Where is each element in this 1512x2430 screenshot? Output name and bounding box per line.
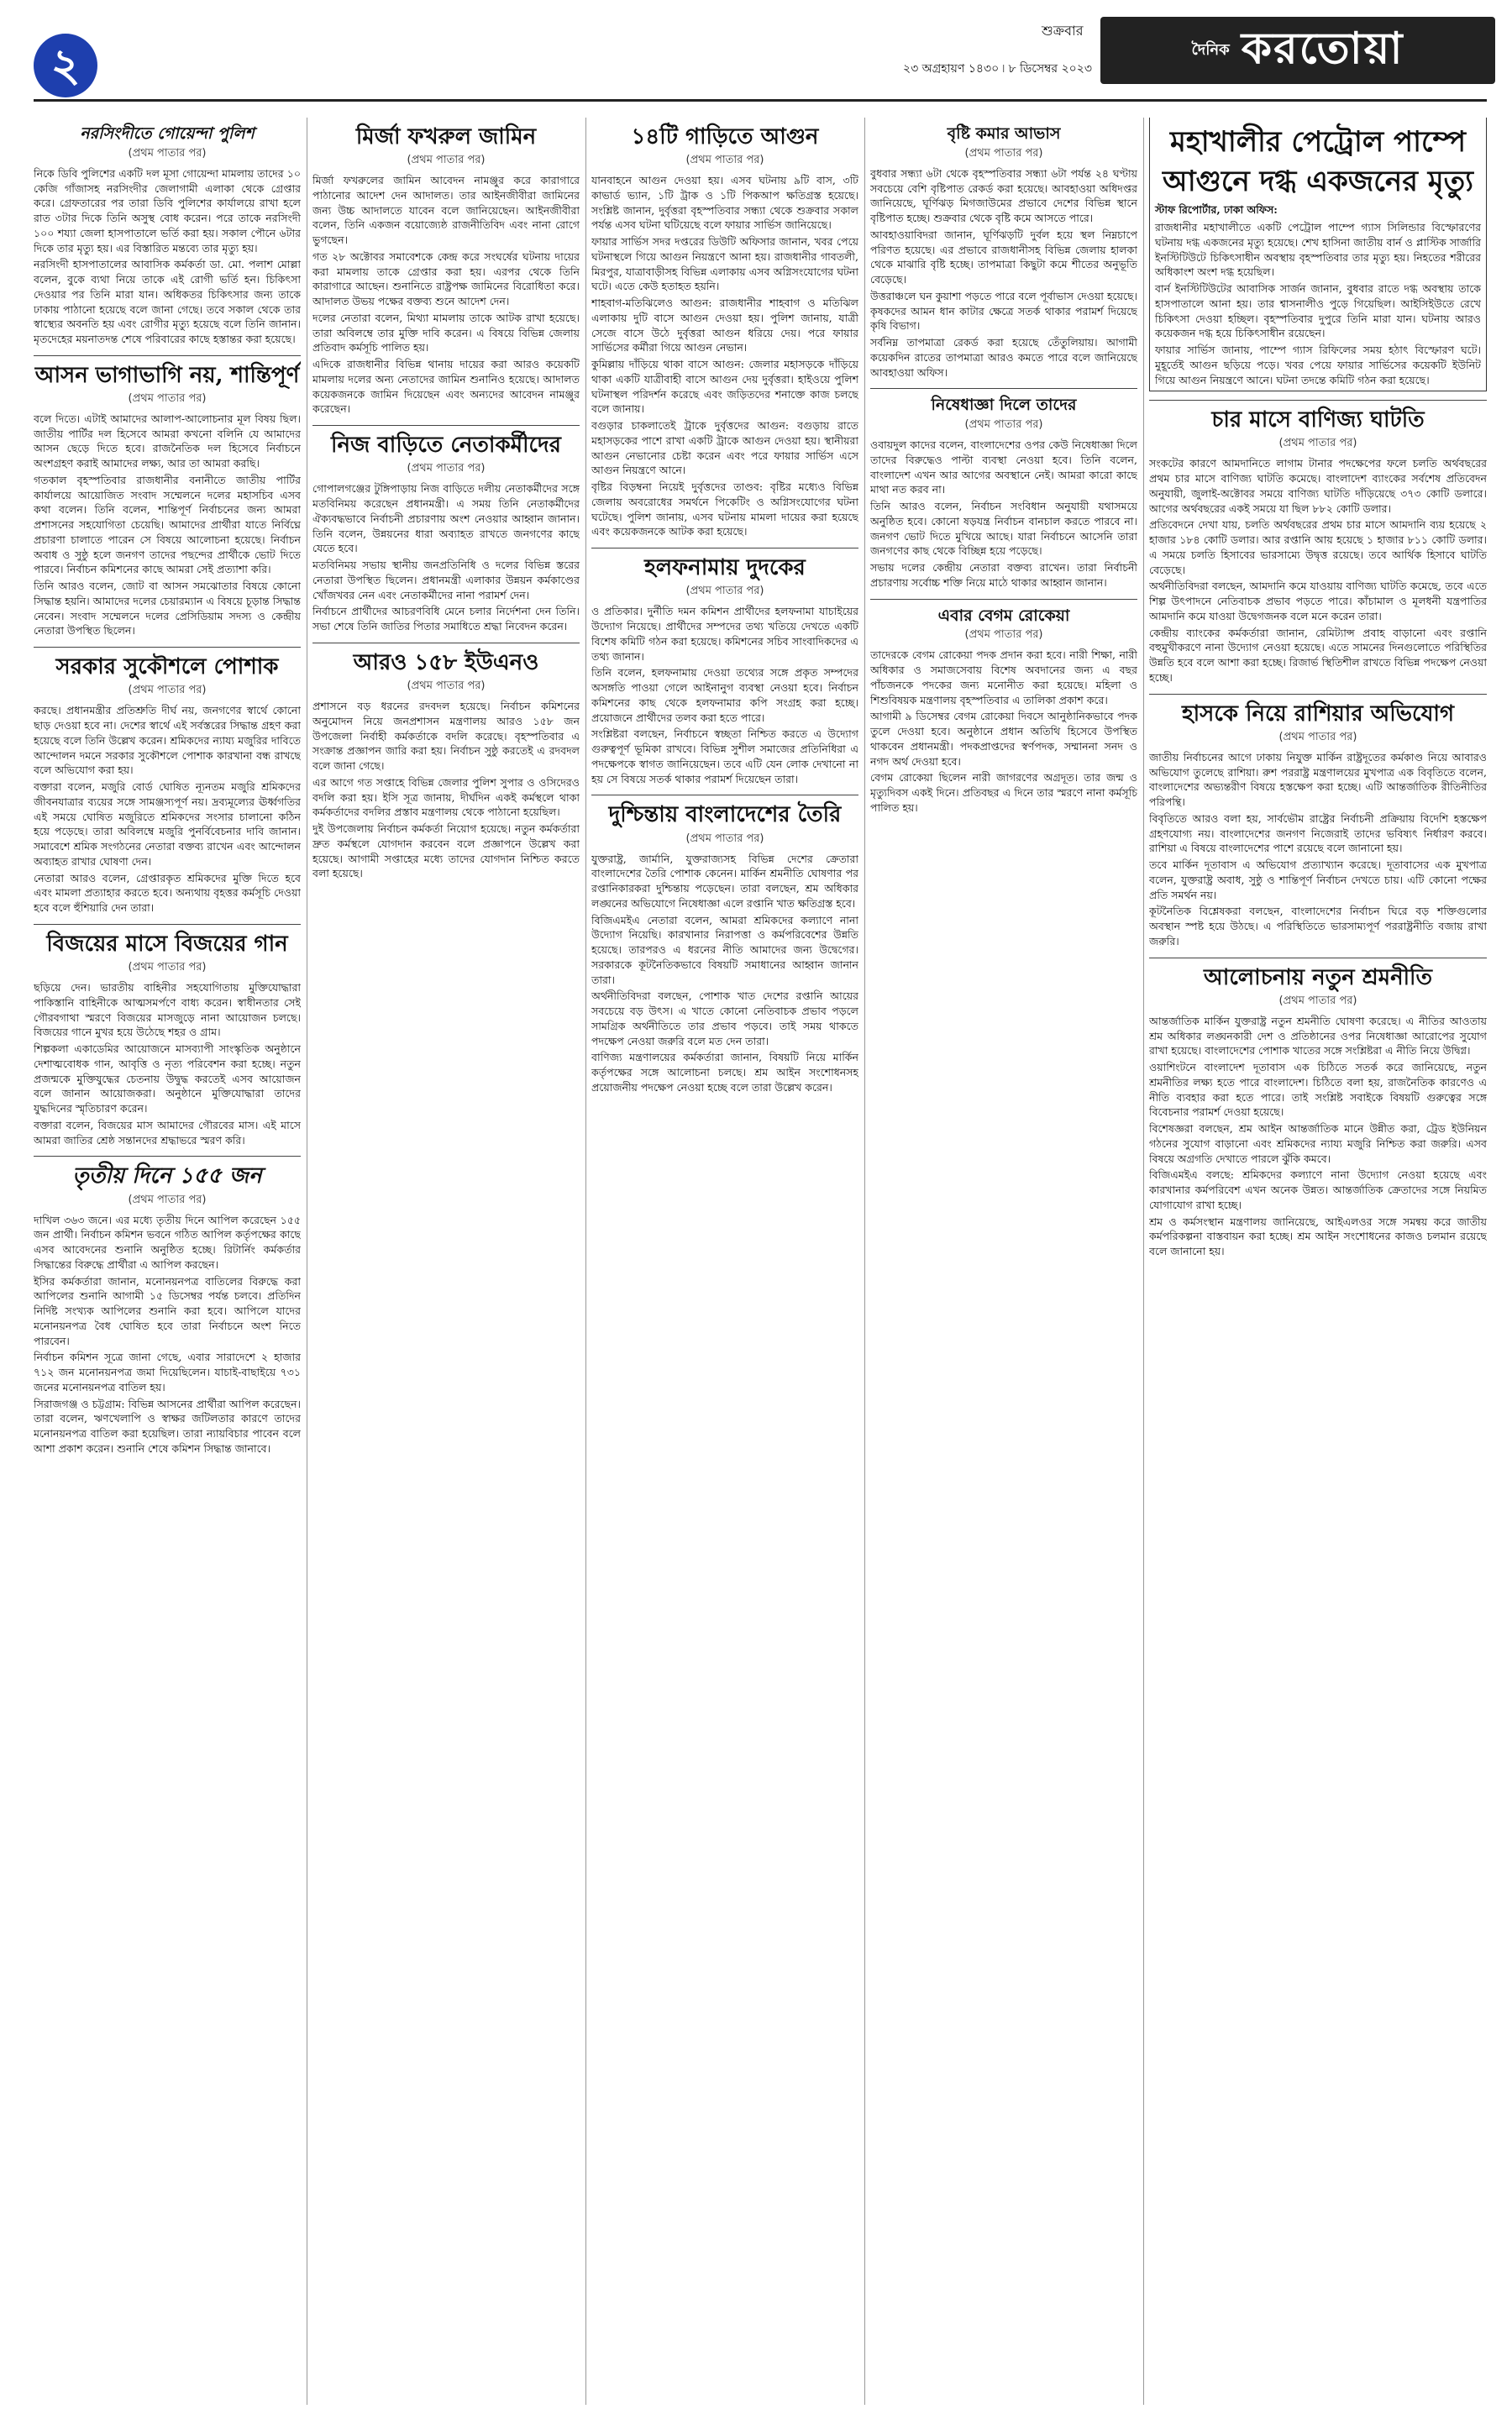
- article-paragraph: সর্বনিম্ন তাপমাত্রা রেকর্ড করা হয়েছে তেঁতুলিয়ায়। আগামী কয়েকদিন রাতের তাপমাত্রা আরও কমতে পারে বলে জানিয়েছে আবহাওয়া অফিস।: [870, 336, 1137, 379]
- continued-label: (প্রথম পাতার পর): [685, 585, 764, 598]
- article-headline: হলফনামায় দুদকের: [644, 555, 806, 581]
- column-divider: [585, 118, 586, 2405]
- continued-label: (প্রথম পাতার পর): [1278, 994, 1357, 1007]
- article-banijya-ghatti: [1149, 400, 1487, 685]
- article-paragraph: তিনি আরও বলেন, নির্বাচন সংবিধান অনুযায়ী যথাসময়ে অনুষ্ঠিত হবে। কোনো ষড়যন্ত্র নির্বাচন বানচাল করতে পারবে না। জনগণ ভোট দিতে মুখিয়ে আছে। যারা নির্বাচনে আসেনি তারা জনগণের কাছ থেকে বিচ্ছিন্ন হয়ে পড়েছে।: [870, 500, 1137, 558]
- article-headline: বৃষ্টি কমার আভাস: [947, 124, 1061, 143]
- weekday: শুক্রবার: [1042, 23, 1084, 39]
- article-paragraph: গতকাল বৃহস্পতিবার রাজধানীর বনানীতে জাতীয় পার্টির কার্যালয়ে আয়োজিত সংবাদ সম্মেলনে দলের মহাসচিব এসব কথা বলেন। তিনি বলেন, শান্তিপূর্ণ নির্বাচনের জন্য আমরা প্রশাসনের সহযোগিতা চেয়েছি। আমাদের প্রার্থীরা যাতে নির্বিঘ্নে প্রচারণা চালাতে পারেন সে বিষয়ে আলোচনা হয়েছে। নির্বাচন অবাধ ও সুষ্ঠু হলে জনগণ তাদের পছন্দের প্রার্থীকে ভোট দিতে পারবে। নির্বাচন কমিশনের কাছে আমরা সেই প্রত্যাশা করি।: [34, 473, 301, 576]
- page-number: ২: [34, 34, 97, 97]
- article-paragraph: এদিকে রাজধানীর বিভিন্ন থানায় দায়ের করা আরও কয়েকটি মামলায় দলের অন্য নেতাদের জামিন শুনানিও হয়েছে। আদালত কয়েকজনকে জামিন দিয়েছেন এবং অন্যদের আবেদন নামঞ্জুর করেছেন।: [312, 358, 580, 416]
- column-divider: [1143, 118, 1144, 2405]
- continued-label: (প্রথম পাতার পর): [407, 462, 486, 475]
- article-paragraph: যুক্তরাষ্ট্র, জার্মানি, যুক্তরাজ্যসহ বিভিন্ন দেশের ক্রেতারা বাংলাদেশের তৈরি পোশাক কেনেন। মার্কিন শ্রমনীতি ঘোষণার পর রপ্তানিকারকরা দুশ্চিন্তায় পড়েছেন। তারা বলছেন, শ্রম অধিকার লঙ্ঘনের অভিযোগে নিষেধাজ্ঞা এলে রপ্তানি খাত ক্ষতিগ্রস্ত হবে।: [591, 852, 858, 910]
- continued-label: (প্রথম পাতার পর): [1278, 730, 1357, 743]
- article-paragraph: আন্তর্জাতিক মার্কিন যুক্তরাষ্ট্র নতুন শ্রমনীতি ঘোষণা করেছে। এ নীতির আওতায় শ্রম অধিকার লঙ্ঘনকারী দেশ ও প্রতিষ্ঠানের ওপর নিষেধাজ্ঞা আরোপের সুযোগ রাখা হয়েছে। বাংলাদেশের পোশাক খাতের সঙ্গে সংশ্লিষ্টরা এ নীতি নিয়ে উদ্বিগ্ন।: [1149, 1014, 1487, 1058]
- article-paragraph: প্রতিবেদনে দেখা যায়, চলতি অর্থবছরের প্রথম চার মাসে আমদানি ব্যয় হয়েছে ২ হাজার ১৮৪ কোটি ডলার। আর রপ্তানি আয় হয়েছে ১ হাজার ৮১১ কোটি ডলার। এ সময়ে চলতি হিসাবের ভারসাম্যে উদ্বৃত্ত রয়েছে। তবে আর্থিক হিসাবে ঘাটতি বেড়েছে।: [1149, 518, 1487, 576]
- article-paragraph: শিল্পকলা একাডেমির আয়োজনে মাসব্যাপী সাংস্কৃতিক অনুষ্ঠানে দেশাত্মবোধক গান, আবৃত্তি ও নৃত্য পরিবেশন করা হচ্ছে। নতুন প্রজন্মকে মুক্তিযুদ্ধের চেতনায় উদ্বুদ্ধ করতেই এসব আয়োজন বলে জানান আয়োজকরা। অনুষ্ঠানে মুক্তিযোদ্ধারা তাদের যুদ্ধদিনের স্মৃতিচারণ করেন।: [34, 1042, 301, 1115]
- article-paragraph: অর্থনীতিবিদরা বলছেন, আমদানি কমে যাওয়ায় বাণিজ্য ঘাটতি কমেছে, তবে এতে শিল্প উৎপাদনে নেতিবাচক প্রভাব পড়তে পারে। কাঁচামাল ও মূলধনী যন্ত্রপাতির আমদানি কমে যাওয়া উদ্বেগজনক বলে মনে করেন তারা।: [1149, 580, 1487, 622]
- article-paragraph: ওয়াশিংটনে বাংলাদেশ দূতাবাস এক চিঠিতে সতর্ক করে জানিয়েছে, নতুন শ্রমনীতির লক্ষ্য হতে পারে বাংলাদেশ। চিঠিতে বলা হয়, রাজনৈতিক কারণেও এ নীতি ব্যবহার করা হতে পারে। তাই সংশ্লিষ্ট সবাইকে বিষয়টি গুরুত্বের সঙ্গে বিবেচনার পরামর্শ দেওয়া হয়েছে।: [1149, 1061, 1487, 1119]
- article-paragraph: বেগম রোকেয়া ছিলেন নারী জাগরণের অগ্রদূত। তার জন্ম ও মৃত্যুদিবস একই দিনে। প্রতিবছর এ দিনে তার স্মরণে নানা কর্মসূচি পালিত হয়।: [870, 771, 1137, 814]
- masthead-rule: [34, 99, 1487, 102]
- article-paragraph: করছে। প্রধানমন্ত্রীর প্রতিশ্রুতি দীর্ঘ নয়, জনগণের স্বার্থে কোনো ছাড় দেওয়া হবে না। দেশের স্বার্থে এই সর্বস্তরের সিদ্ধান্ত গ্রহণ করা হয়েছে বলে তিনি উল্লেখ করেন। শ্রমিকদের ন্যায্য মজুরির দাবিতে আন্দোলন দমনে সরকার সুকৌশলে পোশাক কারখানা বন্ধ রাখছে বলে অভিযোগ করা হয়।: [34, 704, 301, 777]
- article-paragraph: ফায়ার সার্ভিস সদর দপ্তরের ডিউটি অফিসার জানান, খবর পেয়ে ঘটনাস্থলে গিয়ে আগুন নিয়ন্ত্রণে আনা হয়। রাজধানীর গাবতলী, মিরপুর, যাত্রাবাড়ীসহ বিভিন্ন এলাকায় এসব অগ্নিসংযোগের ঘটনা ঘটে। এতে কেউ হতাহত হয়নি।: [591, 235, 858, 293]
- continued-label: (প্রথম পাতার পর): [407, 154, 486, 167]
- newspaper-logo: [1100, 17, 1495, 84]
- article-paragraph: যানবাহনে আগুন দেওয়া হয়। এসব ঘটনায় ৯টি বাস, ৩টি কাভার্ড ভ্যান, ১টি ট্রাক ও ১টি পিকআপ ক্ষতিগ্রস্ত হয়েছে। সংশ্লিষ্ট জানান, দুর্বৃত্তরা বৃহস্পতিবার সন্ধ্যা থেকে শুক্রবার সকাল পর্যন্ত এসব ঘটনা ঘটিয়েছে বলে ফায়ার সার্ভিস জানিয়েছে।: [591, 174, 858, 232]
- article-paragraph: গত ২৮ অক্টোবর সমাবেশকে কেন্দ্র করে সংঘর্ষের ঘটনায় দায়ের করা মামলায় তাকে গ্রেপ্তার করা হয়। এরপর থেকে তিনি কারাগারে আছেন। শুনানিতে রাষ্ট্রপক্ষ জামিনের বিরোধিতা করে। আদালত উভয় পক্ষের বক্তব্য শুনে আদেশ দেন।: [312, 249, 580, 308]
- article-paragraph: কুমিল্লায় দাঁড়িয়ে থাকা বাসে আগুন: জেলার মহাসড়কে দাঁড়িয়ে থাকা একটি যাত্রীবাহী বাসে আগুন দেয় দুর্বৃত্তরা। হাইওয়ে পুলিশ ঘটনাস্থল পরিদর্শন করেছে এবং জড়িতদের শনাক্তে কাজ চলছে বলে জানায়।: [591, 358, 858, 416]
- article-paragraph: রাজধানীর মহাখালীতে একটি পেট্রোল পাম্পে গ্যাস সিলিন্ডার বিস্ফোরণের ঘটনায় দগ্ধ একজনের মৃত্যু হয়েছে। শেখ হাসিনা জাতীয় বার্ন ও প্লাস্টিক সার্জারি ইনস্টিটিউটে চিকিৎসাধীন অবস্থায় বৃহস্পতিবার তার মৃত্যু হয়। নিহতের শরীরের অধিকাংশ অংশ দগ্ধ হয়েছিল।: [1155, 221, 1481, 279]
- article-paragraph: ছড়িয়ে দেন। ভারতীয় বাহিনীর সহযোগিতায় মুক্তিযোদ্ধারা পাকিস্তানি বাহিনীকে আত্মসমর্পণে বাধ্য করেন। স্বাধীনতার সেই গৌরবগাথা স্মরণে বিজয়ের মাসজুড়ে নানা আয়োজন চলছে। বিজয়ের গানে মুখর হয়ে উঠেছে শহর ও গ্রাম।: [34, 981, 301, 1039]
- article-paragraph: বাণিজ্য মন্ত্রণালয়ের কর্মকর্তারা জানান, বিষয়টি নিয়ে মার্কিন কর্তৃপক্ষের সঙ্গে আলোচনা চলছে। শ্রম আইন সংশোধনসহ প্রয়োজনীয় পদক্ষেপ নেওয়া হচ্ছে বলে তারা উল্লেখ করেন।: [591, 1051, 858, 1094]
- article-paragraph: বগুড়ার চাকলাতেই ট্রাকে দুর্বৃত্তদের আগুন: বগুড়ায় রাতে মহাসড়কের পাশে রাখা একটি ট্রাকে আগুন দেওয়া হয়। স্থানীয়রা আগুন নেভানোর চেষ্টা করেন এবং পরে ফায়ার সার্ভিস এসে আগুন নিয়ন্ত্রণে আনে।: [591, 419, 858, 477]
- article-paragraph: প্রশাসনে বড় ধরনের রদবদল হয়েছে। নির্বাচন কমিশনের অনুমোদন নিয়ে জনপ্রশাসন মন্ত্রণালয় আরও ১৫৮ জন উপজেলা নির্বাহী কর্মকর্তাকে বদলি করেছে। বৃহস্পতিবার এ সংক্রান্ত প্রজ্ঞাপন জারি করা হয়। নির্বাচন সুষ্ঠু করতেই এ রদবদল বলে জানা গেছে।: [312, 700, 580, 773]
- article-paragraph: শাহবাগ-মতিঝিলেও আগুন: রাজধানীর শাহবাগ ও মতিঝিল এলাকায় দুটি বাসে আগুন দেওয়া হয়। পুলিশ জানায়, যাত্রী সেজে বাসে উঠে দুর্বৃত্তরা আগুন ধরিয়ে দেয়। পরে ফায়ার সার্ভিসের কর্মীরা গিয়ে আগুন নেভান।: [591, 297, 858, 354]
- logo-prefix: দৈনিক: [1191, 40, 1230, 59]
- article-headline: আরও ১৫৮ ইউএনও: [353, 649, 539, 675]
- continued-label: (প্রথম পাতার পর): [128, 684, 207, 697]
- article-headline: নিজ বাড়িতে নেতাকর্মীদের: [331, 433, 561, 459]
- article-tritiyo-dine: [34, 1156, 301, 1456]
- article-paragraph: বিবৃতিতে আরও বলা হয়, সার্বভৌম রাষ্ট্রের নির্বাচনী প্রক্রিয়ায় বিদেশি হস্তক্ষেপ গ্রহণযোগ্য নয়। বাংলাদেশের জনগণ নিজেরাই তাদের ভবিষ্যৎ নির্ধারণ করবে। রাশিয়া এ বিষয়ে বাংলাদেশের পাশে রয়েছে বলে জানানো হয়।: [1149, 811, 1487, 855]
- article-headline: চার মাসে বাণিজ্য ঘাটতি: [1211, 407, 1425, 433]
- article-paragraph: অর্থনীতিবিদরা বলছেন, পোশাক খাত দেশের রপ্তানি আয়ের সবচেয়ে বড় উৎস। এ খাতে কোনো নেতিবাচক প্রভাব পড়লে সামগ্রিক অর্থনীতিতে তার প্রভাব পড়বে। তাই সময় থাকতে পদক্ষেপ নেওয়া জরুরি বলে মত দেন তারা।: [591, 989, 858, 1047]
- column-divider: [864, 118, 865, 2405]
- article-byline: স্টাফ রিপোর্টার, ঢাকা অফিস:: [1155, 203, 1278, 216]
- column-5: [1149, 118, 1487, 2405]
- article-paragraph: কেন্দ্রীয় ব্যাংকের কর্মকর্তারা জানান, রেমিট্যান্স প্রবাহ বাড়ানো এবং রপ্তানি বহুমুখীকরণে নানা উদ্যোগ নেওয়া হয়েছে। এতে সামনের দিনগুলোতে পরিস্থিতির উন্নতি হবে বলে আশা করা হচ্ছে। রিজার্ভ স্থিতিশীল রাখতে বিভিন্ন পদক্ষেপ নেওয়া হচ্ছে।: [1149, 626, 1487, 684]
- continued-label: (প্রথম পাতার পর): [128, 1193, 207, 1206]
- article-paragraph: সংশ্লিষ্টরা বলছেন, নির্বাচনে স্বচ্ছতা নিশ্চিত করতে এ উদ্যোগ গুরুত্বপূর্ণ ভূমিকা রাখবে। বিভিন্ন সুশীল সমাজের প্রতিনিধিরা এ পদক্ষেপকে স্বাগত জানিয়েছেন। তবে এটি যেন লোক দেখানো না হয় সে বিষয়ে সতর্ক থাকার পরামর্শ দিয়েছেন তারা।: [591, 727, 858, 785]
- continued-label: (প্রথম পাতার পর): [685, 832, 764, 845]
- article-paragraph: বলে দিতে। এটাই আমাদের আলাপ-আলোচনার মূল বিষয় ছিল। জাতীয় পার্টির দল হিসেবে আমরা কখনো বলিনি যে আমাদের আসন ছেড়ে দিতে হবে। রাজনৈতিক দল হিসেবে নির্বাচনে অংশগ্রহণ করাই আমাদের লক্ষ্য, আর তা আমরা করছি।: [34, 412, 301, 470]
- article-paragraph: নির্বাচনে প্রার্থীদের আচরণবিধি মেনে চলার নির্দেশনা দেন তিনি। সভা শেষে তিনি জাতির পিতার সমাধিতে শ্রদ্ধা নিবেদন করেন।: [312, 605, 580, 633]
- article-headline: নরসিংদীতে গোয়েন্দা পুলিশ: [80, 124, 255, 143]
- article-paragraph: সংকটের কারণে আমদানিতে লাগাম টানার পদক্ষেপের ফলে চলতি অর্থবছরের প্রথম চার মাসে বাণিজ্য ঘাটতি কমেছে। বাংলাদেশ ব্যাংকের সর্বশেষ প্রতিবেদন অনুযায়ী, জুলাই-অক্টোবর সময়ে বাণিজ্য ঘাটতি দাঁড়িয়েছে ৩৭৩ কোটি ডলারে। আগের অর্থবছরের একই সময়ে যা ছিল ৮৮২ কোটি ডলার।: [1149, 457, 1487, 515]
- article-mohakhali-fire: [1149, 118, 1487, 391]
- article-paragraph: জাতীয় নির্বাচনের আগে ঢাকায় নিযুক্ত মার্কিন রাষ্ট্রদূতের কর্মকাণ্ড নিয়ে আবারও অভিযোগ তুলেছে রাশিয়া। রুশ পররাষ্ট্র মন্ত্রণালয়ের মুখপাত্র এক বিবৃতিতে বলেন, বাংলাদেশের অভ্যন্তরীণ বিষয়ে হস্তক্ষেপ করা হচ্ছে। এটি আন্তর্জাতিক রীতিনীতির পরিপন্থি।: [1149, 750, 1487, 809]
- article-paragraph: তিনি বলেন, হলফনামায় দেওয়া তথ্যের সঙ্গে প্রকৃত সম্পদের অসঙ্গতি পাওয়া গেলে আইনানুগ ব্যবস্থা নেওয়া হবে। নির্বাচন কমিশনের কাছ থেকে হলফনামার কপি সংগ্রহ করা হচ্ছে। প্রয়োজনে প্রার্থীদের তলব করা হতে পারে।: [591, 666, 858, 724]
- continued-label: (প্রথম পাতার পর): [128, 146, 207, 160]
- article-paragraph: ও প্রতিকার। দুর্নীতি দমন কমিশন প্রার্থীদের হলফনামা যাচাইয়ের উদ্যোগ নিয়েছে। প্রার্থীদের সম্পদের তথ্য খতিয়ে দেখতে একটি বিশেষ কমিটি গঠন করা হয়েছে। কমিশনের সচিব সাংবাদিকদের এ তথ্য জানান।: [591, 605, 858, 663]
- masthead: [0, 0, 1512, 118]
- article-headline: বিজয়ের মাসে বিজয়ের গান: [46, 931, 288, 957]
- continued-label: (প্রথম পাতার পর): [128, 391, 207, 405]
- article-paragraph: কূটনৈতিক বিশ্লেষকরা বলছেন, বাংলাদেশের নির্বাচন ঘিরে বড় শক্তিগুলোর অবস্থান স্পষ্ট হয়ে উঠছে। এ পরিস্থিতিতে ভারসাম্যপূর্ণ পররাষ্ট্রনীতি বজায় রাখা জরুরি।: [1149, 905, 1487, 947]
- article-paragraph: উত্তরাঞ্চলে ঘন কুয়াশা পড়তে পারে বলে পূর্বাভাস দেওয়া হয়েছে। কৃষকদের আমন ধান কাটার ক্ষেত্রে সতর্ক থাকার পরামর্শ দিয়েছে কৃষি বিভাগ।: [870, 289, 1137, 333]
- article-goenda-police: [34, 118, 301, 347]
- article-paragraph: দলের নেতারা বলেন, মিথ্যা মামলায় তাকে আটক রাখা হয়েছে। তারা অবিলম্বে তার মুক্তি দাবি করেন। এ বিষয়ে বিভিন্ন জেলায় প্রতিবাদ কর্মসূচি পালিত হয়।: [312, 311, 580, 354]
- article-paragraph: তিনি আরও বলেন, জোট বা আসন সমঝোতার বিষয়ে কোনো সিদ্ধান্ত হয়নি। আমাদের দলের চেয়ারম্যান এ বিষয়ে চূড়ান্ত সিদ্ধান্ত নেবেন। সংবাদ সম্মেলনে দলের প্রেসিডিয়াম সদস্য ও কেন্দ্রীয় নেতারা উপস্থিত ছিলেন।: [34, 580, 301, 638]
- column-2: [312, 118, 580, 2405]
- article-brishti: [870, 118, 1137, 380]
- article-headline: সরকার সুকৌশলে পোশাক: [55, 654, 279, 680]
- article-paragraph: নরসিংদী হাসপাতালের আবাসিক কর্মকর্তা ডা. মো. পলাশ মোল্লা বলেন, বুকে ব্যথা নিয়ে তাকে এই রোগী ভর্তি হন। চিকিৎসা দেওয়ার পর তিনি মারা যান। অধিকতর চিকিৎসার জন্য তাকে ঢাকায় পাঠানো হয়েছে বলে জানা গেছে। তবে সকাল থেকে তার স্বাস্থ্যের অবনতি হয় এবং রোগীর মৃত্যু হয়েছে বলে তিনি জানান। মৃতদেহের ময়নাতদন্ত শেষে পরিবারের কাছে হস্তান্তর করা হয়েছে।: [34, 258, 301, 346]
- article-paragraph: আগামী ৯ ডিসেম্বর বেগম রোকেয়া দিবসে আনুষ্ঠানিকভাবে পদক তুলে দেওয়া হবে। অনুষ্ঠানে প্রধান অতিথি হিসেবে উপস্থিত থাকবেন প্রধানমন্ত্রী। পদকপ্রাপ্তদের স্বর্ণপদক, সম্মাননা সনদ ও নগদ অর্থ দেওয়া হবে।: [870, 710, 1137, 768]
- continued-label: (প্রথম পাতার পর): [685, 154, 764, 167]
- article-paragraph: নিকে ডিবি পুলিশের একটি দল মূসা গোয়েন্দা মামলায় তাদের ১০ কেজি গাঁজাসহ নরসিংদীর জেলাগামী এলাকা থেকে গ্রেপ্তার করে। গ্রেফতারের পর তারা ডিবি পুলিশের কার্যালয়ে রাখা হলে রাত ৩টার দিকে তিনি অসুস্থ বোধ করেন। পরে তাকে নরসিংদী ১০০ শয্যা জেলা হাসপাতালে ভর্তি করা হয়। সকাল পৌনে ৬টার দিকে তার মৃত্যু হয়। এর বিস্তারিত মন্তব্যে তার মৃত্যু হয়।: [34, 166, 301, 255]
- article-headline: নিষেধাজ্ঞা দিলে তাদের: [931, 396, 1077, 415]
- article-headline: তৃতীয় দিনে ১৫৫ জন: [72, 1163, 262, 1189]
- article-headline: আসন ভাগাভাগি নয়, শান্তিপূর্ণ: [34, 362, 300, 388]
- article-paragraph: নির্বাচন কমিশন সূত্রে জানা গেছে, এবার সারাদেশে ২ হাজার ৭১২ জন মনোনয়নপত্র জমা দিয়েছিলেন। যাচাই-বাছাইয়ে ৭৩১ জনের মনোনয়নপত্র বাতিল হয়।: [34, 1351, 301, 1393]
- article-paragraph: সভায় দলের কেন্দ্রীয় নেতারা বক্তব্য রাখেন। তারা নির্বাচনী প্রচারণায় সর্বোচ্চ শক্তি নিয়ে মাঠে থাকার আহ্বান জানান।: [870, 561, 1137, 589]
- article-paragraph: ওবায়দুল কাদের বলেন, বাংলাদেশের ওপর কেউ নিষেধাজ্ঞা দিলে তাদের বিরুদ্ধেও পাল্টা ব্যবস্থা নেওয়া হবে। তিনি বলেন, বাংলাদেশ এখন আর আগের অবস্থানে নেই। আমরা কারো কাছে মাথা নত করব না।: [870, 438, 1137, 496]
- article-unos: [312, 643, 580, 881]
- article-paragraph: দাখিল ৩৬৩ জনে। এর মধ্যে তৃতীয় দিনে আপিল করেছেন ১৫৫ জন প্রার্থী। নির্বাচন কমিশন ভবনে গঠিত আপিল কর্তৃপক্ষের কাছে এসব আবেদনের শুনানি অনুষ্ঠিত হচ্ছে। রিটার্নিং কর্মকর্তার সিদ্ধান্তের বিরুদ্ধে প্রার্থীরা এ আপিল করছেন।: [34, 1213, 301, 1271]
- article-paragraph: ফায়ার সার্ভিস জানায়, পাম্পে গ্যাস রিফিলের সময় হঠাৎ বিস্ফোরণ ঘটে। মুহূর্তেই আগুন ছড়িয়ে পড়ে। খবর পেয়ে ফায়ার সার্ভিসের কয়েকটি ইউনিট গিয়ে আগুন নিয়ন্ত্রণে আনে। ঘটনা তদন্তে কমিটি গঠন করা হয়েছে।: [1155, 344, 1481, 386]
- continued-label: (প্রথম পাতার পর): [964, 418, 1043, 432]
- article-gari-agun: [591, 118, 858, 539]
- article-nishedhagga: [870, 388, 1137, 590]
- article-shromniti: [1149, 958, 1487, 1259]
- article-ason-vagavagi: [34, 355, 301, 638]
- article-paragraph: সিরাজগঞ্জ ও চট্টগ্রাম: বিভিন্ন আসনের প্রার্থীরা আপিল করেছেন। তারা বলেন, ঋণখেলাপি ও স্বাক্ষর জটিলতার কারণে তাদের মনোনয়নপত্র বাতিল করা হয়েছিল। তারা ন্যায়বিচার পাবেন বলে আশা প্রকাশ করেন। শুনানি শেষে কমিশন সিদ্ধান্ত জানাবে।: [34, 1397, 301, 1455]
- article-paragraph: নেতারা আরও বলেন, গ্রেপ্তারকৃত শ্রমিকদের মুক্তি দিতে হবে এবং মামলা প্রত্যাহার করতে হবে। অন্যথায় বৃহত্তর কর্মসূচি দেওয়া হবে বলে হুঁশিয়ারি দেন তারা।: [34, 871, 301, 915]
- logo-title: করতোয়া: [1241, 23, 1404, 74]
- article-paragraph: বক্তারা বলেন, মজুরি বোর্ড ঘোষিত ন্যূনতম মজুরি শ্রমিকদের জীবনযাত্রার ব্যয়ের সঙ্গে সামঞ্জস্যপূর্ণ নয়। দ্রব্যমূল্যের ঊর্ধ্বগতির এই সময়ে ঘোষিত মজুরিতে শ্রমিকদের সংসার চালানো কঠিন হয়ে পড়েছে। তারা অবিলম্বে মজুরি পুনর্বিবেচনার দাবি জানান। সমাবেশে শ্রমিক সংগঠনের নেতারা বক্তব্য রাখেন এবং আন্দোলন অব্যাহত রাখার ঘোষণা দেন।: [34, 780, 301, 868]
- article-paragraph: আবহাওয়াবিদরা জানান, ঘূর্ণিঝড়টি দুর্বল হয়ে স্থল নিম্নচাপে পরিণত হয়েছে। এর প্রভাবে রাজধানীসহ বিভিন্ন জেলায় হালকা থেকে মাঝারি বৃষ্টি হচ্ছে। তাপমাত্রা কিছুটা কমে শীতের অনুভূতি বেড়েছে।: [870, 228, 1137, 286]
- article-paragraph: বিজিএমইএ বলছে: শ্রমিকদের কল্যাণে নানা উদ্যোগ নেওয়া হয়েছে এবং কারখানার কর্মপরিবেশ এখন অনেক উন্নত। আন্তর্জাতিক ক্রেতাদের সঙ্গে নিয়মিত যোগাযোগ রাখা হচ্ছে।: [1149, 1168, 1487, 1211]
- column-3: [591, 118, 858, 2405]
- article-paragraph: বৃষ্টির বিড়ম্বনা নিয়েই দুর্বৃত্তদের তাণ্ডব: বৃষ্টির মধ্যেও বিভিন্ন জেলায় অবরোধের সমর্থনে পিকেটিং ও অগ্নিসংযোগের ঘটনা ঘটেছে। পুলিশ জানায়, এসব ঘটনায় মামলা দায়ের করা হয়েছে এবং কয়েকজনকে আটক করা হয়েছে।: [591, 480, 858, 538]
- article-headline: আলোচনায় নতুন শ্রমনীতি: [1204, 964, 1432, 990]
- article-rokeya: [870, 599, 1137, 816]
- article-dushchintay: [591, 795, 858, 1094]
- article-headline: হাসকে নিয়ে রাশিয়ার অভিযোগ: [1181, 701, 1455, 727]
- continued-label: (প্রথম পাতার পর): [407, 680, 486, 693]
- article-holofnama: [591, 548, 858, 786]
- article-headline: মির্জা ফখরুল জামিন: [355, 124, 537, 150]
- article-headline: দুশ্চিন্তায় বাংলাদেশের তৈরি: [608, 802, 842, 828]
- continued-label: (প্রথম পাতার পর): [1278, 437, 1357, 450]
- article-headline: মহাখালীর পেট্রোল পাম্পে: [1169, 125, 1467, 159]
- article-paragraph: বার্ন ইনস্টিটিউটের আবাসিক সার্জন জানান, বুধবার রাতে দগ্ধ অবস্থায় তাকে হাসপাতালে আনা হয়। তার শ্বাসনালীও পুড়ে গিয়েছিল। আইসিইউতে রেখে চিকিৎসা দেওয়া হচ্ছিল। বৃহস্পতিবার দুপুরে তিনি মারা যান। ঘটনায় আরও কয়েকজন দগ্ধ হয়ে চিকিৎসাধীন রয়েছেন।: [1155, 282, 1481, 340]
- article-paragraph: এর আগে গত সপ্তাহে বিভিন্ন জেলার পুলিশ সুপার ও ওসিদেরও বদলি করা হয়। ইসি সূত্র জানায়, দীর্ঘদিন একই কর্মস্থলে থাকা কর্মকর্তাদের বদলির প্রস্তাব মন্ত্রণালয় থেকে পাঠানো হয়েছিল।: [312, 775, 580, 819]
- date-line: ২৩ অগ্রহায়ণ ১৪৩০ ৷ ৮ ডিসেম্বর ২০২৩: [903, 62, 1092, 76]
- article-paragraph: গোপালগঞ্জের টুঙ্গিপাড়ায় নিজ বাড়িতে দলীয় নেতাকর্মীদের সঙ্গে মতবিনিময় করেছেন প্রধানমন্ত্রী। এ সময় তিনি নেতাকর্মীদের ঐক্যবদ্ধভাবে নির্বাচনী প্রচারণায় অংশ নেওয়ার আহ্বান জানান। তিনি বলেন, উন্নয়নের ধারা অব্যাহত রাখতে জনগণের কাছে যেতে হবে।: [312, 482, 580, 555]
- article-paragraph: তবে মার্কিন দূতাবাস এ অভিযোগ প্রত্যাখ্যান করেছে। দূতাবাসের এক মুখপাত্র বলেন, যুক্তরাষ্ট্র অবাধ, সুষ্ঠু ও শান্তিপূর্ণ নির্বাচন দেখতে চায়। এটি কোনো পক্ষের প্রতি সমর্থন নয়।: [1149, 858, 1487, 901]
- article-paragraph: দুই উপজেলায় নির্বাচন কর্মকর্তা নিয়োগ হয়েছে। নতুন কর্মকর্তারা দ্রুত কর্মস্থলে যোগদান করবেন বলে প্রজ্ঞাপনে উল্লেখ করা হয়েছে। আগামী সপ্তাহের মধ্যে তাদের যোগদান নিশ্চিত করতে বলা হয়েছে।: [312, 822, 580, 880]
- article-paragraph: বিশেষজ্ঞরা বলছেন, শ্রম আইন আন্তর্জাতিক মানে উন্নীত করা, ট্রেড ইউনিয়ন গঠনের সুযোগ বাড়ানো এবং শ্রমিকদের ন্যায্য মজুরি নিশ্চিত করা জরুরি। এসব বিষয়ে অগ্রগতি দেখাতে পারলে ঝুঁকি কমবে।: [1149, 1122, 1487, 1165]
- continued-label: (প্রথম পাতার পর): [128, 961, 207, 974]
- article-paragraph: তাদেরকে বেগম রোকেয়া পদক প্রদান করা হবে। নারী শিক্ষা, নারী অধিকার ও সমাজসেবায় বিশেষ অবদানের জন্য এ বছর পাঁচজনকে পদকের জন্য মনোনীত করা হয়েছে। মহিলা ও শিশুবিষয়ক মন্ত্রণালয় বৃহস্পতিবার এ তালিকা প্রকাশ করে।: [870, 648, 1137, 706]
- article-headline-line2: আগুনে দগ্ধ একজনের মৃত্যু: [1163, 164, 1473, 198]
- article-nij-barite: [312, 425, 580, 634]
- article-paragraph: শ্রম ও কর্মসংস্থান মন্ত্রণালয় জানিয়েছে, আইএলওর সঙ্গে সমন্বয় করে জাতীয় কর্মপরিকল্পনা বাস্তবায়ন করা হচ্ছে। শ্রম আইন সংশোধনের কাজও চলমান রয়েছে বলে জানানো হয়।: [1149, 1215, 1487, 1258]
- continued-label: (প্রথম পাতার পর): [964, 628, 1043, 642]
- column-4: [870, 118, 1137, 2405]
- continued-label: (প্রথম পাতার পর): [964, 146, 1043, 160]
- article-paragraph: বক্তারা বলেন, বিজয়ের মাস আমাদের গৌরবের মাস। এই মাসে আমরা জাতির শ্রেষ্ঠ সন্তানদের শ্রদ্ধাভরে স্মরণ করি।: [34, 1118, 301, 1147]
- column-1: [34, 118, 301, 2405]
- article-paragraph: মির্জা ফখরুলের জামিন আবেদন নামঞ্জুর করে কারাগারে পাঠানোর আদেশ দেন আদালত। তার আইনজীবীরা জামিনের জন্য উচ্চ আদালতে যাবেন বলে জানিয়েছেন। আইনজীবীরা বলেন, তিনি একজন বয়োজ্যেষ্ঠ রাজনীতিবিদ এবং নানা রোগে ভুগছেন।: [312, 174, 580, 247]
- article-paragraph: ইসির কর্মকর্তারা জানান, মনোনয়নপত্র বাতিলের বিরুদ্ধে করা আপিলের শুনানি আগামী ১৫ ডিসেম্বর পর্যন্ত চলবে। প্রতিদিন নির্দিষ্ট সংখ্যক আপিলের শুনানি করা হবে। আপিলে যাদের মনোনয়নপত্র বৈধ ঘোষিত হবে তারা নির্বাচনে অংশ নিতে পারবেন।: [34, 1274, 301, 1347]
- article-paragraph: মতবিনিময় সভায় স্থানীয় জনপ্রতিনিধি ও দলের বিভিন্ন স্তরের নেতারা উপস্থিত ছিলেন। প্রধানমন্ত্রী এলাকার উন্নয়ন কর্মকাণ্ডের খোঁজখবর নেন এবং নেতাকর্মীদের নানা পরামর্শ দেন।: [312, 559, 580, 601]
- article-sarkar-poshak: [34, 647, 301, 916]
- article-haas-russia: [1149, 694, 1487, 949]
- article-headline: ১৪টি গাড়িতে আগুন: [631, 124, 819, 150]
- article-mirza-fakhrul: [312, 118, 580, 417]
- article-paragraph: বুধবার সন্ধ্যা ৬টা থেকে বৃহস্পতিবার সন্ধ্যা ৬টা পর্যন্ত ২৪ ঘণ্টায় সবচেয়ে বেশি বৃষ্টিপাত রেকর্ড করা হয়েছে। আবহাওয়া অধিদপ্তর জানিয়েছে, ঘূর্ণিঝড় মিগজাউমের প্রভাবে দেশের বিভিন্ন স্থানে বৃষ্টিপাত হচ্ছে। শুক্রবার থেকে বৃষ্টি কমে আসতে পারে।: [870, 166, 1137, 225]
- article-bijoyer-gaan: [34, 924, 301, 1147]
- article-headline: এবার বেগম রোকেয়া: [937, 606, 1070, 625]
- article-paragraph: বিজিএমইএ নেতারা বলেন, আমরা শ্রমিকদের কল্যাণে নানা উদ্যোগ নিয়েছি। কারখানার নিরাপত্তা ও কর্মপরিবেশের উন্নতি হয়েছে। তারপরও এ ধরনের নীতি আমাদের জন্য উদ্বেগের। সরকারকে কূটনৈতিকভাবে বিষয়টি সমাধানের আহ্বান জানান তারা।: [591, 913, 858, 986]
